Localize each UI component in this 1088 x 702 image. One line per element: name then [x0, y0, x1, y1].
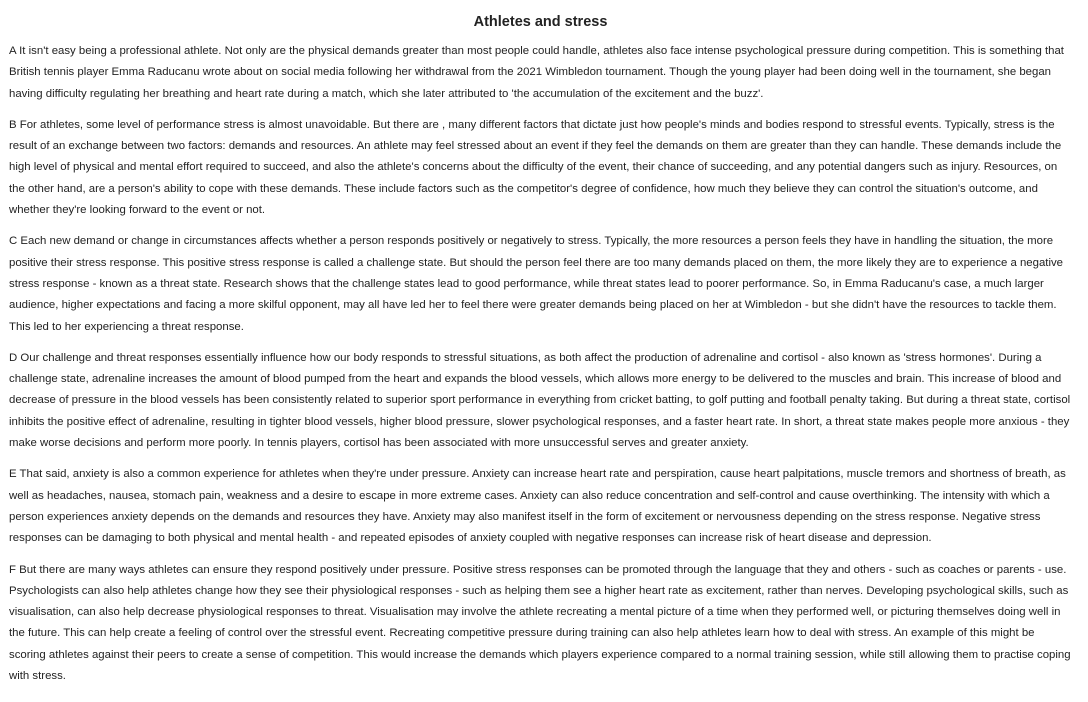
paragraph-c: C Each new demand or change in circumstances affects whether a person responds positively or negatively to stress. Typically, the more resources a person feels they have in handling the situation, the more positive their stress response. This positive stress response is called a challenge state. But should the person feel there are too many demands placed on them, the more likely they are to experience a negative stress response - known as a threat state. Research shows that the challenge states lead to good performance, while threat states lead to poorer performance. So, in Emma Raducanu's case, a much larger audience, higher expectations and facing a more skilful opponent, may all have led her to feel there were greater demands being placed on her at Wimbledon - but she didn't have the resources to tackle them. This led to her experiencing a threat response. [9, 235, 1064, 333]
paragraph-f: F But there are many ways athletes can ensure they respond positively under pressure. Positive stress responses can be promoted through the language that they and others - such as coaches or parents - use. Psychologists can also help athletes change how they see their physiological responses - such as helping them see a higher heart rate as excitement, rather than nerves. Developing psychological skills, such as visualisation, can also help decrease physiological responses to threat. Visualisation may involve the athlete recreating a mental picture of a time when they performed well, or picturing themselves doing well in the future. This can help create a feeling of control over the stressful event. Recreating competitive pressure during training can also help athletes learn how to deal with stress. An example of this might be scoring athletes against their peers to create a sense of competition. This would increase the demands which players experience compared to a normal training session, while still allowing them to practise coping with stress. [9, 563, 1071, 683]
paragraph-b: B For athletes, some level of performance stress is almost unavoidable. But there are , many different factors that dictate just how people's minds and bodies respond to stressful events. Typically, stress is the result of an exchange between two factors: demands and resources. An athlete may feel stressed about an event if they feel the demands on them are greater than they can handle. These demands include the high level of physical and mental effort required to succeed, and also the athlete's concerns about the difficulty of the event, their chance of succeeding, and any potential dangers such as injury. Resources, on the other hand, are a person's ability to cope with these demands. These include factors such as the competitor's degree of confidence, how much they believe they can control the situation's outcome, and whether they're looking forward to the event or not. [9, 118, 1062, 217]
article-title: Athletes and stress [473, 14, 608, 30]
paragraph-e: E That said, anxiety is also a common experience for athletes when they're under pressure. Anxiety can increase heart rate and perspiration, cause heart palpitations, muscle tremors and shortness of breath, as well as headaches, nausea, stomach pain, weakness and a desire to escape in more extreme cases. Anxiety can also reduce concentration and self-control and cause overthinking. The intensity with which a person experiences anxiety depends on the demands and resources they have. Anxiety may also manifest itself in the form of excitement or nervousness depending on the stress response. Negative stress responses can be damaging to both physical and mental health - and repeated episodes of anxiety coupled with negative responses can increase risk of heart disease and depression. [9, 468, 1066, 545]
paragraph-d: D Our challenge and threat responses essentially influence how our body responds to stressful situations, as both affect the production of adrenaline and cortisol - also known as 'stress hormones'. During a challenge state, adrenaline increases the amount of blood pumped from the heart and expands the blood vessels, which allows more energy to be delivered to the muscles and brain. This increase of blood and decrease of pressure in the blood vessels has been consistently related to superior sport performance in everything from cricket batting, to golf putting and football penalty taking. But during a threat state, cortisol inhibits the positive effect of adrenaline, resulting in tighter blood vessels, higher blood pressure, slower psychological responses, and a faster heart rate. In short, a threat state makes people more anxious - they make worse decisions and perform more poorly. In tennis players, cortisol has been associated with more unsuccessful serves and greater anxiety. [9, 351, 1071, 450]
paragraph-a: A It isn't easy being a professional athlete. Not only are the physical demands greater than most people could handle, athletes also face intense psychological pressure during competition. This is something that British tennis player Emma Raducanu wrote about on social media following her withdrawal from the 2021 Wimbledon tournament. Though the young player had been doing well in the tournament, she began having difficulty regulating her breathing and heart rate during a match, which she later attributed to 'the accumulation of the excitement and the buzz'. [9, 45, 1064, 100]
